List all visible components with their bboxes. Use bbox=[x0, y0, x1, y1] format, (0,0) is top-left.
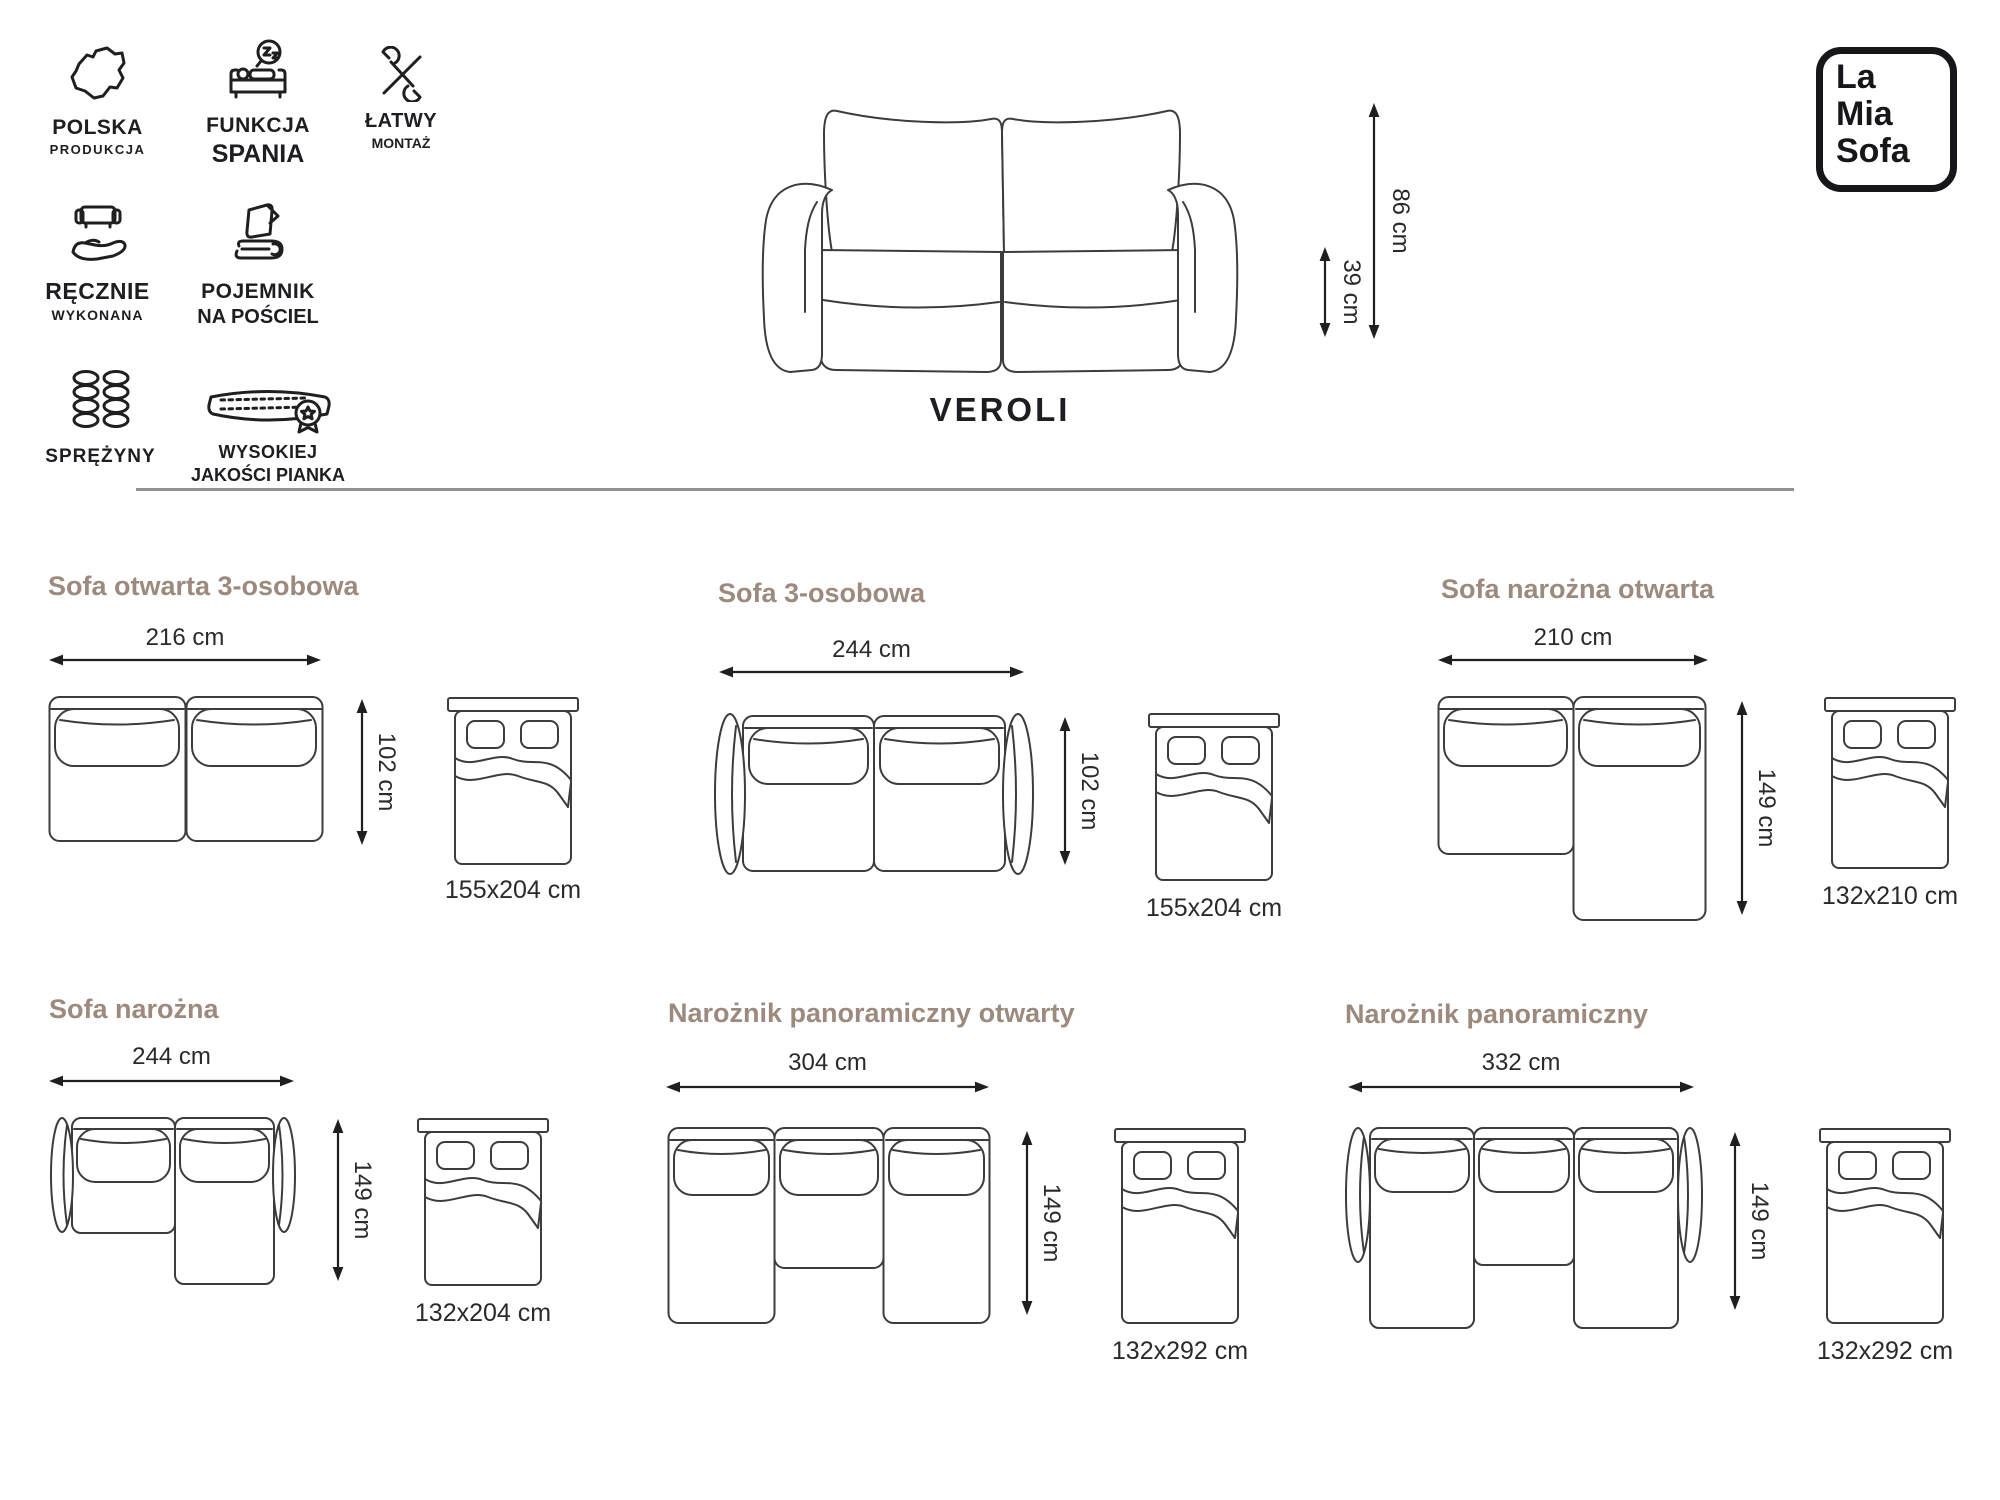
width-label: 244 cm bbox=[132, 1043, 211, 1070]
config-title: Sofa narożna otwarta bbox=[1441, 574, 1715, 604]
width-label: 216 cm bbox=[145, 624, 225, 651]
bedding-storage-icon bbox=[225, 198, 291, 272]
width-dimension-arrow bbox=[1347, 1079, 1695, 1095]
badge-sublabel: MONTAŻ bbox=[371, 135, 431, 151]
config-card-sofa-otwarta-3-osobowa bbox=[40, 560, 680, 990]
bed-diagram bbox=[1823, 696, 1957, 872]
sofa-plan-diagram bbox=[713, 710, 1035, 878]
brand-logo-line: Mia bbox=[1836, 95, 1893, 133]
sleep-function-icon bbox=[222, 38, 294, 106]
badge-sublabel: SPANIA bbox=[211, 140, 305, 168]
product-name: VEROLI bbox=[929, 391, 1071, 428]
height-dimension-arrow bbox=[1366, 102, 1382, 340]
badge-latwy-montaz bbox=[336, 46, 466, 151]
handmade-icon bbox=[64, 200, 132, 270]
depth-label: 102 cm bbox=[373, 732, 400, 812]
bed-diagram bbox=[1147, 712, 1281, 884]
sofa-front-illustration bbox=[720, 74, 1280, 384]
config-title: Sofa narożna bbox=[49, 994, 219, 1024]
high-quality-foam-icon bbox=[205, 381, 331, 434]
sofa-plan-diagram bbox=[48, 694, 324, 844]
depth-dimension-arrow bbox=[1057, 716, 1073, 866]
bed-size-caption: 132x292 cm bbox=[1816, 1337, 1954, 1365]
badge-label: RĘCZNIE bbox=[45, 278, 150, 304]
brand-logo-line: La bbox=[1836, 58, 1876, 96]
width-label: 244 cm bbox=[832, 636, 911, 663]
sofa-plan-diagram bbox=[50, 1115, 296, 1287]
config-title: Narożnik panoramiczny otwarty bbox=[668, 998, 1075, 1028]
total-height-label: 86 cm bbox=[1387, 188, 1414, 254]
bed-diagram bbox=[416, 1117, 550, 1289]
width-label: 304 cm bbox=[788, 1049, 867, 1076]
brand-logo bbox=[1816, 47, 1957, 192]
bed-diagram bbox=[1113, 1127, 1247, 1327]
depth-label: 149 cm bbox=[1746, 1181, 1773, 1261]
badge-recznie-wykonana bbox=[25, 200, 170, 323]
seat-height-dimension-arrow bbox=[1317, 246, 1333, 338]
width-dimension-arrow bbox=[1437, 652, 1709, 668]
width-dimension-arrow bbox=[718, 664, 1025, 680]
config-title: Sofa 3-osobowa bbox=[718, 578, 926, 608]
config-title: Narożnik panoramiczny bbox=[1345, 999, 1649, 1029]
config-card-sofa-narozna-otwarta bbox=[1415, 560, 2000, 990]
badge-sublabel: NA POŚCIEL bbox=[197, 306, 319, 328]
badge-label: ŁATWY bbox=[364, 110, 438, 132]
bed-size-caption: 155x204 cm bbox=[444, 876, 582, 904]
width-dimension-arrow bbox=[48, 1073, 295, 1089]
badge-sublabel: PRODUKCJA bbox=[49, 142, 146, 157]
depth-dimension-arrow bbox=[1727, 1131, 1743, 1311]
badge-sublabel: JAKOŚCI PIANKA bbox=[190, 465, 346, 485]
depth-label: 149 cm bbox=[349, 1160, 376, 1240]
width-dimension-arrow bbox=[48, 652, 322, 668]
width-label: 332 cm bbox=[1481, 1049, 1561, 1076]
easy-assembly-icon bbox=[373, 46, 429, 102]
poland-map-icon bbox=[63, 40, 133, 108]
depth-dimension-arrow bbox=[330, 1118, 346, 1282]
springs-icon bbox=[69, 368, 133, 434]
badge-label: SPRĘŻYNY bbox=[45, 446, 156, 467]
badge-label: FUNKCJA bbox=[206, 114, 310, 137]
seat-height-label: 39 cm bbox=[1338, 259, 1365, 325]
badge-sprezyny bbox=[28, 368, 173, 468]
sofa-plan-diagram bbox=[1345, 1125, 1703, 1333]
bed-diagram bbox=[1818, 1127, 1952, 1327]
badge-label: POLSKA bbox=[52, 116, 143, 139]
badge-label: WYSOKIEJ bbox=[218, 442, 318, 462]
config-card-naroznik-panoramiczny-otwarty bbox=[655, 985, 1295, 1415]
brand-logo-line: Sofa bbox=[1836, 132, 1910, 170]
bed-diagram bbox=[446, 696, 580, 868]
width-dimension-arrow bbox=[665, 1079, 990, 1095]
width-label: 210 cm bbox=[1533, 624, 1613, 651]
depth-dimension-arrow bbox=[1734, 700, 1750, 916]
badge-pojemnik-na-posciel bbox=[183, 198, 333, 329]
bed-size-caption: 132x204 cm bbox=[414, 1299, 552, 1327]
depth-dimension-arrow bbox=[1019, 1130, 1035, 1316]
badge-sublabel: WYKONANA bbox=[51, 307, 144, 323]
section-divider bbox=[136, 488, 1794, 491]
config-title: Sofa otwarta 3-osobowa bbox=[48, 571, 359, 601]
depth-dimension-arrow bbox=[354, 698, 370, 846]
config-card-sofa-3-osobowa bbox=[665, 560, 1305, 990]
badge-wysokiej-jakosci-pianka bbox=[188, 381, 348, 486]
bed-size-caption: 132x292 cm bbox=[1111, 1337, 1249, 1365]
config-card-naroznik-panoramiczny bbox=[1330, 985, 1970, 1415]
bed-size-caption: 132x210 cm bbox=[1821, 882, 1959, 910]
sofa-plan-diagram bbox=[1437, 694, 1707, 922]
bed-size-caption: 155x204 cm bbox=[1145, 894, 1283, 922]
badge-label: POJEMNIK bbox=[201, 280, 315, 303]
sofa-plan-diagram bbox=[667, 1125, 991, 1325]
config-card-sofa-narozna bbox=[40, 985, 680, 1415]
depth-label: 102 cm bbox=[1076, 751, 1103, 831]
depth-label: 149 cm bbox=[1753, 768, 1780, 848]
badge-funkcja-spania bbox=[183, 38, 333, 169]
depth-label: 149 cm bbox=[1038, 1183, 1065, 1263]
badge-polska-produkcja bbox=[25, 40, 170, 157]
